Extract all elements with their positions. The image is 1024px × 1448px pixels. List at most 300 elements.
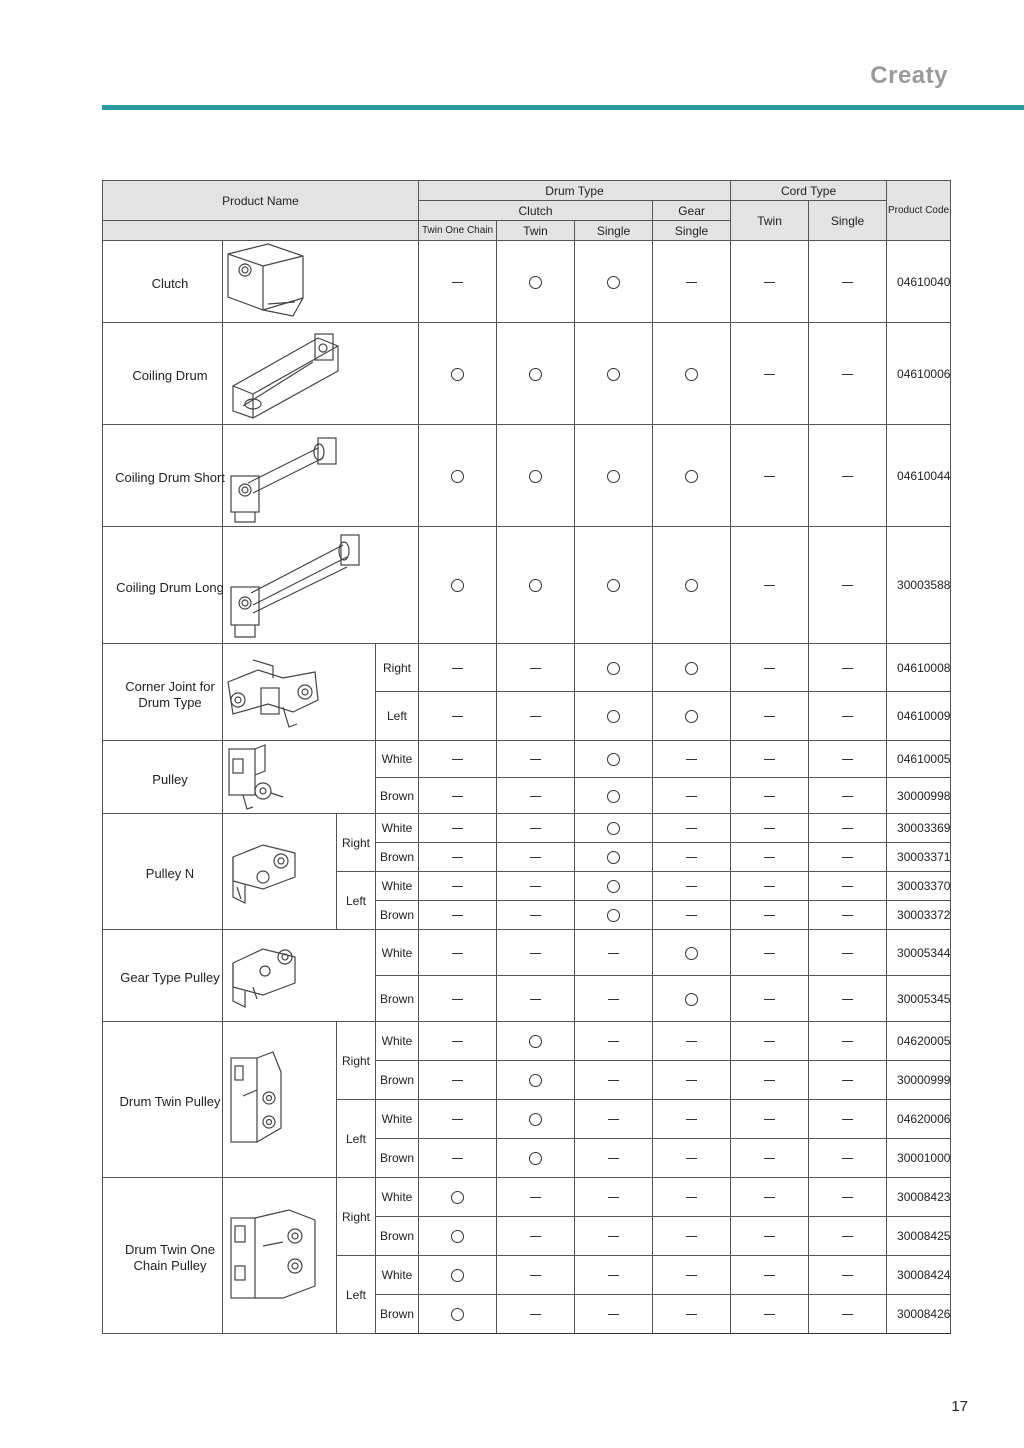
- variant-label: White: [376, 1022, 419, 1061]
- variant-label: White: [376, 930, 419, 976]
- side-label: Right: [337, 1178, 376, 1256]
- product-name: Coiling Drum Long: [116, 579, 224, 595]
- dash-mark-icon: [764, 374, 775, 375]
- availability-cell: [419, 323, 497, 425]
- availability-cell: [809, 930, 887, 976]
- product-code-cell: 30008426: [887, 1295, 951, 1334]
- variant-label: Brown: [376, 778, 419, 814]
- circle-mark-icon: [607, 710, 620, 723]
- availability-cell: [497, 1295, 575, 1334]
- availability-cell: [809, 778, 887, 814]
- availability-cell: [575, 976, 653, 1022]
- variant-label: Brown: [376, 1139, 419, 1178]
- circle-mark-icon: [529, 1152, 542, 1165]
- availability-cell: [497, 644, 575, 692]
- dash-mark-icon: [764, 585, 775, 586]
- header-twin-one-chain: Twin One Chain: [419, 221, 497, 241]
- header-rule: [102, 105, 1024, 110]
- availability-cell: [731, 843, 809, 872]
- dash-mark-icon: [764, 1275, 775, 1276]
- availability-cell: [419, 1217, 497, 1256]
- availability-cell: [419, 1100, 497, 1139]
- dash-mark-icon: [530, 886, 541, 887]
- availability-cell: [419, 872, 497, 901]
- availability-cell: [419, 976, 497, 1022]
- product-code-cell: 30000999: [887, 1061, 951, 1100]
- header-cord-twin: Twin: [731, 201, 809, 241]
- dash-mark-icon: [452, 915, 463, 916]
- dash-mark-icon: [530, 999, 541, 1000]
- availability-cell: [653, 1295, 731, 1334]
- dash-mark-icon: [842, 374, 853, 375]
- dash-mark-icon: [686, 915, 697, 916]
- circle-mark-icon: [529, 368, 542, 381]
- availability-cell: [809, 872, 887, 901]
- availability-cell: [731, 901, 809, 930]
- dash-mark-icon: [764, 282, 775, 283]
- dash-mark-icon: [842, 1080, 853, 1081]
- availability-cell: [653, 1100, 731, 1139]
- availability-cell: [419, 527, 497, 644]
- variant-label: Brown: [376, 1295, 419, 1334]
- dash-mark-icon: [842, 1236, 853, 1237]
- dash-mark-icon: [608, 1275, 619, 1276]
- availability-cell: [731, 644, 809, 692]
- product-code-cell: 30003369: [887, 814, 951, 843]
- dash-mark-icon: [842, 999, 853, 1000]
- availability-cell: [653, 425, 731, 527]
- coiling-drum-icon: [223, 323, 419, 425]
- dash-mark-icon: [452, 1080, 463, 1081]
- availability-cell: [497, 1178, 575, 1217]
- dash-mark-icon: [764, 1236, 775, 1237]
- availability-cell: [731, 1061, 809, 1100]
- dash-mark-icon: [842, 716, 853, 717]
- circle-mark-icon: [451, 470, 464, 483]
- dash-mark-icon: [842, 476, 853, 477]
- dash-mark-icon: [530, 1275, 541, 1276]
- side-label: Right: [337, 1022, 376, 1100]
- product-name-cell: [103, 1178, 223, 1334]
- circle-mark-icon: [607, 470, 620, 483]
- availability-cell: [497, 1022, 575, 1061]
- page-number: 17: [951, 1398, 968, 1415]
- circle-mark-icon: [529, 1074, 542, 1087]
- availability-cell: [653, 778, 731, 814]
- circle-mark-icon: [685, 710, 698, 723]
- availability-cell: [575, 527, 653, 644]
- product-name-cell: [103, 1022, 223, 1178]
- availability-cell: [497, 1061, 575, 1100]
- availability-cell: [575, 814, 653, 843]
- dash-mark-icon: [530, 1197, 541, 1198]
- dash-mark-icon: [452, 282, 463, 283]
- dash-mark-icon: [686, 1080, 697, 1081]
- product-code-cell: 30003371: [887, 843, 951, 872]
- dash-mark-icon: [764, 915, 775, 916]
- dash-mark-icon: [452, 886, 463, 887]
- availability-cell: [497, 425, 575, 527]
- availability-cell: [731, 976, 809, 1022]
- table-row: [103, 323, 951, 425]
- availability-cell: [575, 1217, 653, 1256]
- availability-cell: [653, 1022, 731, 1061]
- availability-cell: [575, 872, 653, 901]
- dash-mark-icon: [842, 1158, 853, 1159]
- dash-mark-icon: [686, 796, 697, 797]
- dash-mark-icon: [452, 759, 463, 760]
- header-cord-single: Single: [809, 201, 887, 241]
- dash-mark-icon: [842, 915, 853, 916]
- availability-cell: [653, 1217, 731, 1256]
- variant-label: Left: [376, 692, 419, 741]
- availability-cell: [809, 692, 887, 741]
- dash-mark-icon: [608, 1314, 619, 1315]
- header-gear-single: Single: [653, 221, 731, 241]
- availability-cell: [731, 778, 809, 814]
- product-name-cell: [103, 323, 223, 425]
- product-name: Drum Twin One Chain Pulley: [124, 1242, 216, 1273]
- dash-mark-icon: [452, 1041, 463, 1042]
- availability-cell: [731, 741, 809, 778]
- availability-cell: [809, 1139, 887, 1178]
- availability-cell: [731, 1100, 809, 1139]
- dash-mark-icon: [764, 953, 775, 954]
- availability-cell: [653, 872, 731, 901]
- dash-mark-icon: [608, 1236, 619, 1237]
- product-code-cell: 04610005: [887, 741, 951, 778]
- availability-cell: [497, 901, 575, 930]
- availability-cell: [653, 843, 731, 872]
- dash-mark-icon: [608, 1041, 619, 1042]
- dash-mark-icon: [842, 668, 853, 669]
- dash-mark-icon: [608, 999, 619, 1000]
- dash-mark-icon: [452, 857, 463, 858]
- circle-mark-icon: [685, 993, 698, 1006]
- dash-mark-icon: [452, 953, 463, 954]
- dash-mark-icon: [764, 476, 775, 477]
- availability-cell: [731, 692, 809, 741]
- variant-label: Right: [376, 644, 419, 692]
- availability-cell: [419, 241, 497, 323]
- availability-cell: [653, 692, 731, 741]
- dash-mark-icon: [842, 1041, 853, 1042]
- availability-cell: [419, 814, 497, 843]
- availability-cell: [809, 1295, 887, 1334]
- product-name: Pulley: [152, 771, 188, 787]
- circle-mark-icon: [451, 1230, 464, 1243]
- variant-label: White: [376, 814, 419, 843]
- variant-label: Brown: [376, 1061, 419, 1100]
- dash-mark-icon: [764, 1080, 775, 1081]
- circle-mark-icon: [607, 822, 620, 835]
- dash-mark-icon: [686, 886, 697, 887]
- dash-mark-icon: [686, 857, 697, 858]
- availability-cell: [497, 976, 575, 1022]
- availability-cell: [575, 741, 653, 778]
- availability-cell: [809, 843, 887, 872]
- dash-mark-icon: [842, 1119, 853, 1120]
- dash-mark-icon: [764, 1158, 775, 1159]
- availability-cell: [497, 323, 575, 425]
- product-code-cell: 30003370: [887, 872, 951, 901]
- product-code-cell: 30000998: [887, 778, 951, 814]
- dash-mark-icon: [842, 796, 853, 797]
- availability-cell: [809, 323, 887, 425]
- availability-cell: [419, 1256, 497, 1295]
- availability-cell: [575, 1295, 653, 1334]
- circle-mark-icon: [529, 579, 542, 592]
- availability-cell: [575, 930, 653, 976]
- header-product-name: Product Name: [103, 181, 419, 221]
- variant-label: Brown: [376, 976, 419, 1022]
- availability-cell: [653, 241, 731, 323]
- dash-mark-icon: [530, 668, 541, 669]
- header-cord-type: Cord Type: [731, 181, 887, 201]
- header-clutch-single: Single: [575, 221, 653, 241]
- dash-mark-icon: [530, 953, 541, 954]
- header-clutch-twin: Twin: [497, 221, 575, 241]
- dash-mark-icon: [686, 1314, 697, 1315]
- availability-cell: [809, 1217, 887, 1256]
- availability-cell: [809, 1256, 887, 1295]
- product-code-cell: 04610040: [887, 241, 951, 323]
- side-label: Left: [337, 1100, 376, 1178]
- circle-mark-icon: [607, 579, 620, 592]
- availability-cell: [731, 1217, 809, 1256]
- dash-mark-icon: [452, 1119, 463, 1120]
- availability-cell: [809, 1061, 887, 1100]
- dash-mark-icon: [842, 1197, 853, 1198]
- circle-mark-icon: [607, 368, 620, 381]
- availability-cell: [653, 1061, 731, 1100]
- product-name: Drum Twin Pulley: [119, 1094, 221, 1109]
- dash-mark-icon: [452, 1158, 463, 1159]
- availability-cell: [731, 527, 809, 644]
- variant-label: White: [376, 1256, 419, 1295]
- product-name-cell: [103, 241, 223, 323]
- availability-cell: [809, 901, 887, 930]
- dash-mark-icon: [530, 759, 541, 760]
- table-row: [103, 241, 951, 323]
- product-name-cell: [103, 425, 223, 527]
- dash-mark-icon: [608, 953, 619, 954]
- availability-cell: [419, 425, 497, 527]
- availability-cell: [575, 1178, 653, 1217]
- availability-cell: [419, 1295, 497, 1334]
- dash-mark-icon: [452, 796, 463, 797]
- variant-label: White: [376, 872, 419, 901]
- availability-cell: [809, 976, 887, 1022]
- availability-cell: [653, 527, 731, 644]
- dash-mark-icon: [764, 1314, 775, 1315]
- table-row: [103, 741, 951, 778]
- dash-mark-icon: [530, 1236, 541, 1237]
- product-code-cell: 30008424: [887, 1256, 951, 1295]
- availability-cell: [575, 1061, 653, 1100]
- product-name-cell: [103, 930, 223, 1022]
- circle-mark-icon: [607, 851, 620, 864]
- variant-label: White: [376, 741, 419, 778]
- dash-mark-icon: [842, 953, 853, 954]
- product-code-cell: 04610044: [887, 425, 951, 527]
- circle-mark-icon: [451, 1269, 464, 1282]
- availability-cell: [731, 425, 809, 527]
- product-code-cell: 04610009: [887, 692, 951, 741]
- table-row: [103, 1178, 951, 1217]
- dash-mark-icon: [452, 668, 463, 669]
- availability-cell: [497, 778, 575, 814]
- dash-mark-icon: [686, 759, 697, 760]
- product-name: Corner Joint for Drum Type: [125, 678, 215, 710]
- availability-cell: [809, 425, 887, 527]
- circle-mark-icon: [451, 1308, 464, 1321]
- availability-cell: [731, 1178, 809, 1217]
- product-code-cell: 30008423: [887, 1178, 951, 1217]
- dash-mark-icon: [530, 796, 541, 797]
- dash-mark-icon: [686, 1197, 697, 1198]
- dash-mark-icon: [764, 796, 775, 797]
- availability-cell: [497, 872, 575, 901]
- circle-mark-icon: [529, 276, 542, 289]
- table-row: [103, 1022, 951, 1061]
- dash-mark-icon: [608, 1197, 619, 1198]
- variant-label: White: [376, 1100, 419, 1139]
- dash-mark-icon: [764, 886, 775, 887]
- availability-cell: [419, 741, 497, 778]
- product-spec-table: [102, 180, 951, 1334]
- availability-cell: [419, 1022, 497, 1061]
- dash-mark-icon: [842, 828, 853, 829]
- product-name-cell: [103, 741, 223, 814]
- side-label: Left: [337, 872, 376, 930]
- availability-cell: [809, 1100, 887, 1139]
- availability-cell: [653, 1178, 731, 1217]
- header-product-name-cont: [103, 221, 419, 241]
- availability-cell: [731, 872, 809, 901]
- table-row: [103, 930, 951, 976]
- product-code-cell: 30001000: [887, 1139, 951, 1178]
- dash-mark-icon: [686, 1041, 697, 1042]
- availability-cell: [731, 1256, 809, 1295]
- dash-mark-icon: [686, 1236, 697, 1237]
- circle-mark-icon: [685, 662, 698, 675]
- table-row: [103, 527, 951, 644]
- availability-cell: [575, 425, 653, 527]
- dash-mark-icon: [686, 1275, 697, 1276]
- availability-cell: [419, 1061, 497, 1100]
- circle-mark-icon: [607, 880, 620, 893]
- dash-mark-icon: [764, 1119, 775, 1120]
- dash-mark-icon: [842, 886, 853, 887]
- variant-label: Brown: [376, 843, 419, 872]
- dash-mark-icon: [842, 857, 853, 858]
- dash-mark-icon: [530, 716, 541, 717]
- availability-cell: [419, 778, 497, 814]
- availability-cell: [419, 692, 497, 741]
- product-name-cell: [103, 644, 223, 741]
- drum-twin-pulley-icon: [223, 1022, 337, 1178]
- dash-mark-icon: [530, 915, 541, 916]
- availability-cell: [575, 778, 653, 814]
- product-name: Pulley N: [145, 866, 195, 881]
- side-label: Left: [337, 1256, 376, 1334]
- availability-cell: [497, 814, 575, 843]
- availability-cell: [419, 1139, 497, 1178]
- drum-twin-one-chain-pulley-icon: [223, 1178, 337, 1334]
- availability-cell: [419, 930, 497, 976]
- gear-pulley-icon: [223, 930, 376, 1022]
- product-code-cell: 30005345: [887, 976, 951, 1022]
- product-code-cell: 04620005: [887, 1022, 951, 1061]
- dash-mark-icon: [530, 828, 541, 829]
- dash-mark-icon: [686, 828, 697, 829]
- dash-mark-icon: [764, 716, 775, 717]
- circle-mark-icon: [607, 753, 620, 766]
- dash-mark-icon: [764, 1041, 775, 1042]
- coiling-drum-long-icon: [223, 527, 419, 644]
- dash-mark-icon: [686, 282, 697, 283]
- dash-mark-icon: [842, 1314, 853, 1315]
- dash-mark-icon: [842, 1275, 853, 1276]
- dash-mark-icon: [608, 1080, 619, 1081]
- availability-cell: [575, 1100, 653, 1139]
- circle-mark-icon: [607, 276, 620, 289]
- availability-cell: [419, 1178, 497, 1217]
- availability-cell: [653, 1139, 731, 1178]
- header-clutch: Clutch: [419, 201, 653, 221]
- product-code-cell: 04610008: [887, 644, 951, 692]
- variant-label: Brown: [376, 901, 419, 930]
- availability-cell: [575, 901, 653, 930]
- product-name-cell: [103, 814, 223, 930]
- availability-cell: [575, 1022, 653, 1061]
- table-row: [103, 644, 951, 692]
- dash-mark-icon: [530, 857, 541, 858]
- availability-cell: [653, 930, 731, 976]
- availability-cell: [497, 1100, 575, 1139]
- availability-cell: [653, 814, 731, 843]
- product-name: Coiling Drum: [132, 368, 208, 383]
- product-code-cell: 04620006: [887, 1100, 951, 1139]
- dash-mark-icon: [608, 1158, 619, 1159]
- availability-cell: [419, 644, 497, 692]
- dash-mark-icon: [530, 1314, 541, 1315]
- dash-mark-icon: [452, 828, 463, 829]
- table-row: [103, 425, 951, 527]
- pulley-icon: [223, 741, 376, 814]
- clutch-box-icon: [223, 241, 419, 323]
- availability-cell: [575, 1139, 653, 1178]
- dash-mark-icon: [764, 1197, 775, 1198]
- table-row: [103, 814, 951, 843]
- circle-mark-icon: [451, 368, 464, 381]
- availability-cell: [497, 930, 575, 976]
- availability-cell: [497, 692, 575, 741]
- availability-cell: [809, 741, 887, 778]
- header-drum-type: Drum Type: [419, 181, 731, 201]
- circle-mark-icon: [607, 790, 620, 803]
- dash-mark-icon: [842, 585, 853, 586]
- availability-cell: [653, 644, 731, 692]
- circle-mark-icon: [529, 1035, 542, 1048]
- product-name: Clutch: [151, 276, 189, 291]
- dash-mark-icon: [764, 828, 775, 829]
- circle-mark-icon: [451, 1191, 464, 1204]
- availability-cell: [809, 644, 887, 692]
- dash-mark-icon: [842, 759, 853, 760]
- availability-cell: [497, 241, 575, 323]
